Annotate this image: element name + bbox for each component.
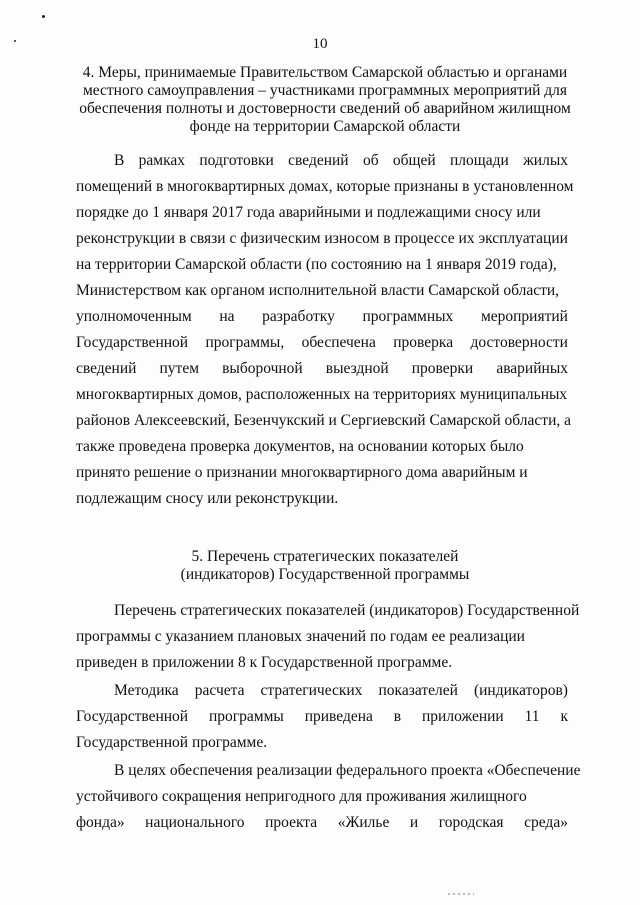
word: приложении [422, 708, 504, 725]
word: на [219, 308, 235, 325]
word: подготовки [199, 152, 274, 169]
text-line [76, 356, 568, 382]
text-line: реконструкции в связи с физическим износом в процессе их эксплуатации [76, 230, 568, 247]
text-line: многоквартирных домов, расположенных на территориях муниципальных [76, 386, 568, 403]
word: путем [159, 360, 200, 377]
section-4-heading [60, 64, 590, 136]
word: достоверности [470, 334, 568, 351]
text-line: районов Алексеевский, Безенчукский и Сергиевский Самарской области, а [76, 412, 572, 429]
word: программы [209, 708, 284, 725]
word: площади [449, 152, 509, 169]
text-line [76, 330, 568, 356]
word: разработку [262, 308, 335, 325]
word: мероприятий [480, 308, 568, 325]
page-number: 10 [312, 36, 328, 52]
word: выездной [325, 360, 389, 377]
heading-line: местного самоуправления – участниками программных мероприятий для [82, 82, 568, 99]
heading-line: 4. Меры, принимаемые Правительством Самарской областью и органами [82, 64, 568, 81]
word: фонда» [76, 814, 125, 831]
text-line: на территории Самарской области (по состоянию на 1 января 2019 года), [76, 256, 557, 273]
word: «Жилье [337, 814, 390, 831]
text-line: Министерством как органом исполнительной власти Самарской области, [76, 282, 560, 299]
word: показателей [378, 682, 458, 699]
text-line: приведен в приложении 8 к Государственной программе. [76, 654, 453, 671]
word: 11 [524, 708, 540, 725]
word: жилых [523, 152, 568, 169]
text-line [76, 704, 568, 730]
word: расчета [194, 682, 245, 699]
text-line: также проведена проверка документов, на основании которых было [76, 438, 524, 455]
word: программных [362, 308, 454, 325]
word: среда» [524, 814, 568, 831]
scan-speck [42, 15, 45, 18]
section-5-heading [60, 548, 590, 584]
word: В [114, 152, 125, 169]
word: об [362, 152, 379, 169]
word: стратегических [260, 682, 363, 699]
word: проекта [265, 814, 318, 831]
word: программы, [205, 334, 285, 351]
text-line: Перечень стратегических показателей (индикаторов) Государственной [114, 602, 580, 619]
section-4-paragraph [76, 148, 574, 512]
text-line: программы с указанием плановых значений по годам ее реализации [76, 628, 525, 645]
text-line: порядке до 1 января 2017 года аварийными и подлежащими сносу или [76, 204, 541, 221]
word: Методика [114, 682, 179, 699]
word: национального [145, 814, 245, 831]
word: и [409, 814, 419, 831]
word: Государственной [76, 334, 189, 351]
word: в [393, 708, 402, 725]
text-line [76, 148, 568, 174]
text-line [76, 810, 568, 836]
text-line: устойчивого сокращения непригодного для проживания жилищного [76, 788, 527, 805]
word: Государственной [76, 708, 189, 725]
section-5-paragraph-3 [76, 758, 581, 836]
word: уполномоченным [76, 308, 192, 325]
heading-line: (индикаторов) Государственной программы [180, 566, 470, 583]
word: общей [392, 152, 436, 169]
section-5-paragraph-2 [76, 678, 568, 756]
word: проверка [393, 334, 454, 351]
scan-artifact [448, 893, 474, 895]
text-line: подлежащим сносу или реконструкции. [76, 490, 339, 507]
heading-line: обеспечения полноты и достоверности сведений об аварийном жилищном [79, 100, 571, 117]
text-line: помещений в многоквартирных домах, которые признаны в установленном [76, 178, 574, 195]
text-line: принято решение о признании многоквартирного дома аварийным и [76, 464, 528, 481]
heading-line: фонде на территории Самарской области [189, 118, 461, 135]
word: выборочной [222, 360, 303, 377]
text-line: Государственной программе. [76, 734, 268, 751]
word: сведений [76, 360, 137, 377]
heading-line: 5. Перечень стратегических показателей [191, 548, 459, 565]
section-5-paragraph-1 [76, 598, 580, 676]
word: рамках [138, 152, 186, 169]
text-line: В целях обеспечения реализации федерального проекта «Обеспечение [114, 762, 581, 779]
word: сведений [288, 152, 349, 169]
word: аварийных [496, 360, 568, 377]
text-line [76, 678, 568, 704]
word: городская [438, 814, 504, 831]
word: приведена [304, 708, 373, 725]
word: (индикаторов) [473, 682, 568, 699]
word: к [560, 708, 568, 725]
word: проверки [411, 360, 474, 377]
text-line [76, 304, 568, 330]
word: обеспечена [301, 334, 376, 351]
